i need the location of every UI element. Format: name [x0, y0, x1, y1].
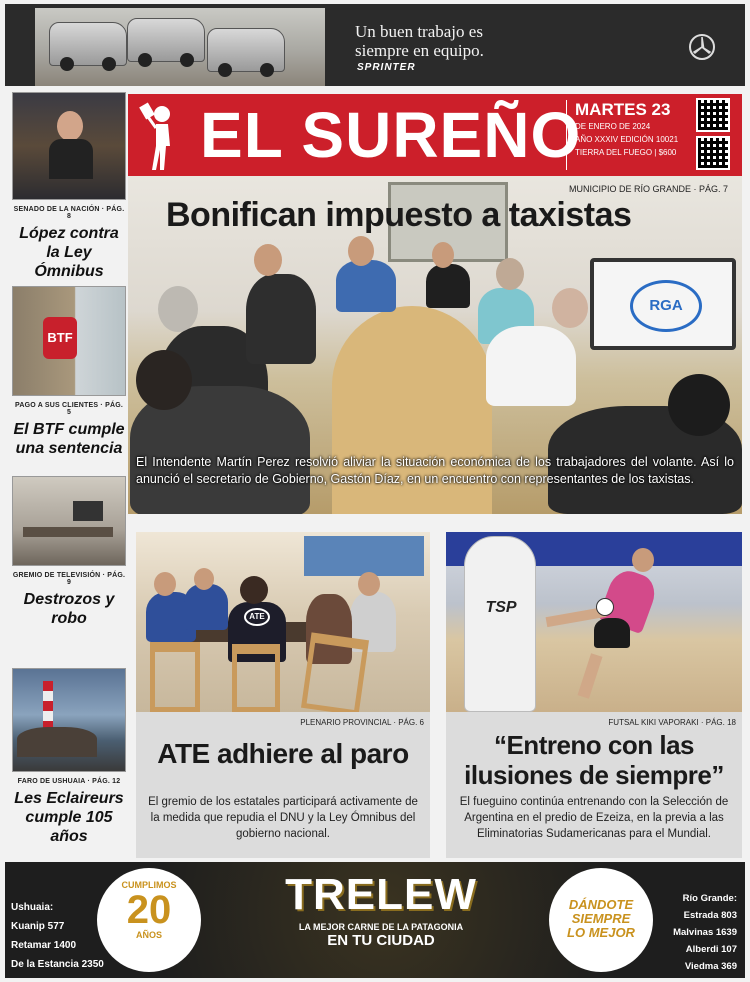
address-line: Ushuaia:: [11, 902, 54, 913]
story-kicker: PLENARIO PROVINCIAL · PÁG. 6: [300, 718, 424, 727]
main-kicker: MUNICIPIO DE RÍO GRANDE · PÁG. 7: [568, 184, 728, 194]
bottle-brand: TSP: [485, 599, 517, 616]
anniversary-badge: [97, 868, 201, 972]
address-line: De la Estancia 2350: [11, 959, 104, 970]
badge-number: 20: [126, 888, 172, 932]
newsboy-logo-icon: [138, 100, 182, 172]
story-headline: ATE adhiere al paro: [157, 738, 409, 769]
sidebar-kicker: FARO DE USHUAIA · PÁG. 12: [17, 778, 121, 785]
main-headline: Bonifican impuesto a taxistas: [166, 196, 632, 234]
sidebar-story-faro[interactable]: [12, 668, 126, 846]
main-caption: El Intendente Martín Perez resolvió aliviar la situación económica de los trabajadores del volante. Así lo anunció el secretario de Gobierno, Gastón Díaz, en un encuentro con representantes de los taxistas.: [136, 455, 734, 486]
badge-slogan: DÁNDOTE SIEMPRE LO MEJOR: [567, 897, 635, 940]
trelew-tagline: LA MEJOR CARNE DE LA PATAGONIA: [298, 922, 464, 932]
address-line: Retamar 1400: [11, 940, 77, 951]
masthead: [128, 94, 742, 176]
ball: [596, 598, 614, 616]
newspaper-name: EL SUREÑO: [200, 99, 582, 171]
address-line: Kuanip 577: [11, 921, 65, 932]
sidebar-story-senado[interactable]: [12, 92, 126, 281]
rga-logo: RGA: [630, 280, 702, 332]
ad-slogan-line: siempre en equipo.: [355, 41, 484, 60]
water-bottle: [464, 536, 536, 712]
van-shape: [207, 28, 285, 72]
sidebar-kicker: SENADO DE LA NACIÓN · PÁG. 8: [13, 206, 125, 220]
qr-code-icon[interactable]: [696, 136, 730, 170]
ad-slogan-line: Un buen trabajo es: [355, 22, 483, 41]
sidebar-kicker: PAGO A SUS CLIENTES · PÁG. 5: [14, 402, 123, 416]
sidebar-story-tv[interactable]: [12, 476, 126, 628]
bottom-advertisement[interactable]: [5, 862, 745, 978]
trelew-brand: TRELEW: [285, 870, 477, 919]
address-line: Río Grande:: [682, 893, 737, 904]
senate-photo: [12, 92, 126, 200]
issue-date: DE ENERO DE 2024: [575, 122, 651, 131]
qr-code-icon[interactable]: [696, 98, 730, 132]
story-kicker: FUTSAL KIKI VAPORAKI · PÁG. 18: [608, 718, 736, 727]
address-line: Viedma 369: [684, 961, 737, 972]
badge-top-text: CUMPLIMOS: [121, 880, 177, 890]
story-body: El fueguino continúa entrenando con la Selección de Argentina en el predio de Ezeiza, en la previa a las Eliminatorias Sudamericanas para el Mundial.: [459, 796, 729, 840]
ad-brand: SPRINTER: [357, 62, 416, 73]
ad-slogan: [355, 22, 484, 60]
address-line: Malvinas 1639: [673, 927, 737, 938]
sidebar-headline: Destrozos y robo: [23, 591, 115, 627]
rio-grande-addresses: [673, 890, 737, 975]
story-headline: “Entreno con las ilusiones de siempre”: [464, 730, 724, 790]
address-line: Estrada 803: [683, 910, 737, 921]
sidebar-kicker: GREMIO DE TELEVISIÓN · PÁG. 9: [12, 572, 126, 586]
main-story[interactable]: [128, 176, 742, 514]
ad-vans-image: [35, 8, 325, 86]
sidebar-story-btf[interactable]: [12, 286, 126, 458]
monitor: [590, 258, 736, 350]
mercedes-star-icon: [689, 34, 715, 60]
ushuaia-addresses: [11, 898, 104, 974]
van-shape: [127, 18, 205, 62]
trelew-logo: [261, 872, 501, 949]
story-ate[interactable]: [136, 532, 430, 858]
address-line: Alberdi 107: [685, 944, 737, 955]
issue-day: MARTES 23: [575, 100, 671, 119]
date-box: [566, 100, 684, 170]
slogan-badge: [549, 868, 653, 972]
badge-bottom-text: AÑOS: [135, 930, 162, 940]
futsal-photo: [446, 532, 742, 712]
btf-photo: BTF: [12, 286, 126, 396]
ate-photo: [136, 532, 430, 712]
top-advertisement[interactable]: [5, 4, 745, 86]
lighthouse-photo: [12, 668, 126, 772]
story-futsal[interactable]: [446, 532, 742, 858]
sidebar-headline: El BTF cumple una sentencia: [13, 421, 125, 457]
van-shape: [49, 22, 127, 66]
tv-station-photo: [12, 476, 126, 566]
sidebar-headline: López contra la Ley Ómnibus: [19, 225, 119, 280]
issue-edition: AÑO XXXIV EDICIÓN 10021: [575, 135, 679, 144]
sidebar-headline: Les Eclaireurs cumple 105 años: [14, 790, 124, 845]
trelew-tagline2: EN TU CIUDAD: [327, 932, 435, 949]
story-body: El gremio de los estatales participará activamente de la medida que repudia el DNU y la Ley Ómnibus del gobierno nacional.: [148, 796, 418, 840]
ate-shirt-logo: ATE: [244, 608, 270, 626]
issue-location-price: TIERRA DEL FUEGO | $600: [575, 148, 677, 157]
